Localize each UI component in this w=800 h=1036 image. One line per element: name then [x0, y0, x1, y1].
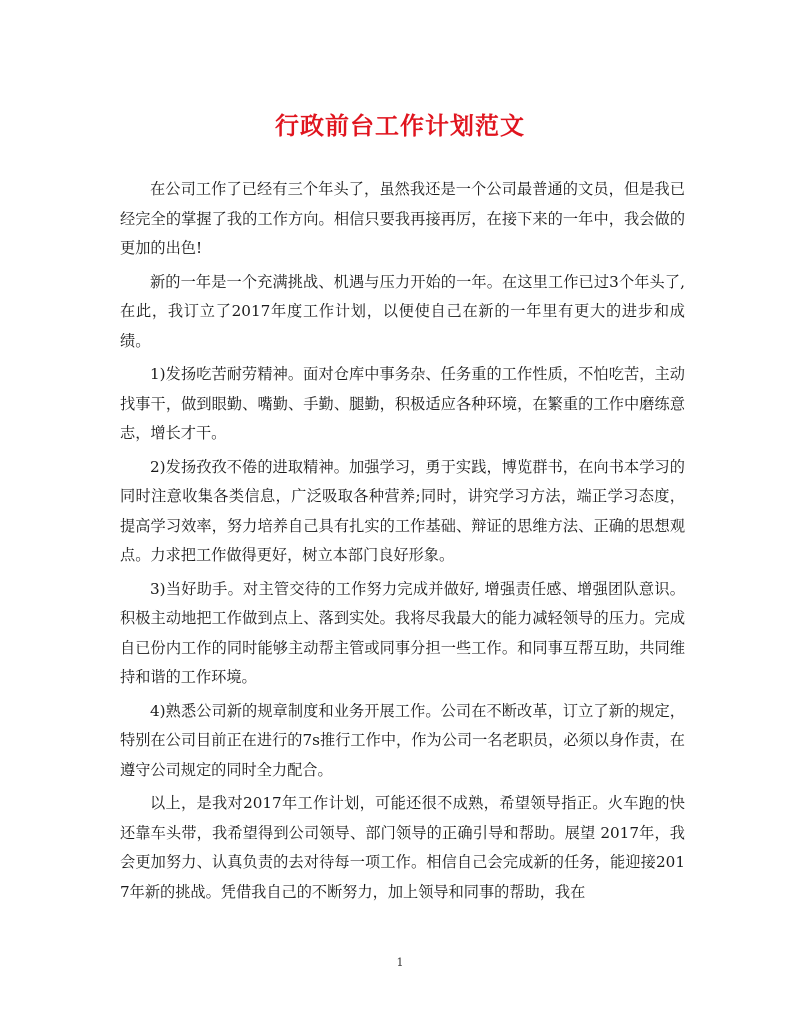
paragraph-conclusion: 以上，是我对2017年工作计划，可能还很不成熟，希望领导指正。火车跑的快还靠车头带，我希望得到公司领导、部门领导的正确引导和帮助。展望 2017年，我会更加努力、认真负责的去对待每一项工作。相信自己会完成新的任务，能迎接2017年新的挑战。凭借我自己的不断努力，加上领导和同事的帮助，我在 [120, 794, 685, 901]
paragraph-point-1: 1)发扬吃苦耐劳精神。面对仓库中事务杂、任务重的工作性质，不怕吃苦，主动找事干，做到眼勤、嘴勤、手勤、腿勤，积极适应各种环境，在繁重的工作中磨练意志，增长才干。 [120, 365, 685, 442]
page-number: 1 [396, 956, 404, 969]
paragraph-point-2: 2)发扬孜孜不倦的进取精神。加强学习，勇于实践，博览群书，在向书本学习的同时注意收集各类信息，广泛吸取各种营养;同时，讲究学习方法，端正学习态度，提高学习效率，努力培养自己具有扎实的工作基础、辩证的思维方法、正确的思想观点。力求把工作做得更好，树立本部门良好形象。 [120, 457, 685, 564]
paragraph-point-4: 4)熟悉公司新的规章制度和业务开展工作。公司在不断改革，订立了新的规定，特别在公司目前正在进行的7s推行工作中，作为公司一名老职员，必须以身作责，在遵守公司规定的同时全力配合。 [120, 701, 685, 779]
paragraph-new-year: 新的一年是一个充满挑战、机遇与压力开始的一年。在这里工作已过3个年头了,在此，我订立了2017年度工作计划，以便使自己在新的一年里有更大的进步和成绩。 [120, 272, 685, 350]
paragraph-intro: 在公司工作了已经有三个年头了，虽然我还是一个公司最普通的文员，但是我已经完全的掌握了我的工作方向。相信只要我再接再厉，在接下来的一年中，我会做的更加的出色! [120, 180, 685, 257]
document-body [120, 175, 685, 911]
paragraph-point-3: 3)当好助手。对主管交待的工作努力完成并做好, 增强责任感、增强团队意识。积极主动地把工作做到点上、落到实处。我将尽我最大的能力减轻领导的压力。完成自已份内工作的同时能够主动帮主管或同事分担一些工作。和同事互帮互助，共同维持和谐的工作环境。 [120, 579, 685, 686]
document-title: 行政前台工作计划范文 [275, 111, 525, 140]
